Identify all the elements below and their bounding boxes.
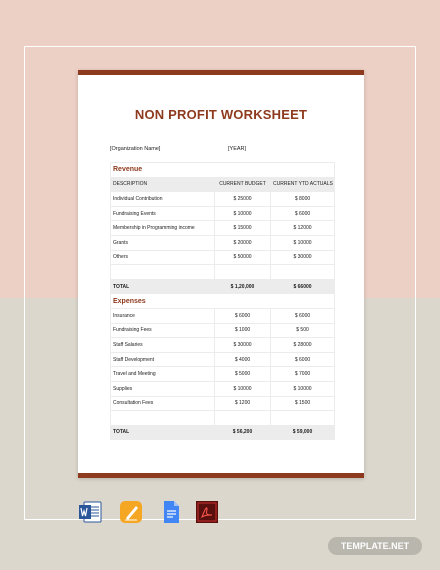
total-actual: $ 59,000: [271, 425, 335, 440]
row-actual: $ 6000: [271, 206, 335, 221]
row-actual: $ 28000: [271, 338, 335, 353]
total-actual: $ 66000: [271, 279, 335, 294]
revenue-row: [111, 250, 335, 265]
row-budget: $ 15000: [215, 221, 271, 236]
expense-row: [111, 381, 335, 396]
year-field: [YEAR]: [228, 146, 247, 152]
row-budget: $ 20000: [215, 235, 271, 250]
revenue-row: [111, 192, 335, 207]
row-budget: $ 1200: [215, 396, 271, 411]
header-bar: [78, 70, 364, 75]
column-header: CURRENT BUDGET: [215, 177, 271, 192]
column-header: CURRENT YTD ACTUALS: [271, 177, 335, 192]
row-budget: $ 30000: [215, 338, 271, 353]
row-description: Individual Contribution: [111, 192, 215, 207]
expense-row: [111, 352, 335, 367]
blank-row: [111, 411, 335, 426]
total-label: TOTAL: [111, 279, 215, 294]
revenue-heading: Revenue: [111, 163, 335, 178]
row-description: Staff Salaries: [111, 338, 215, 353]
word-icon[interactable]: [78, 500, 102, 524]
row-actual: $ 500: [271, 323, 335, 338]
total-label: TOTAL: [111, 425, 215, 440]
expenses-section-row: [111, 294, 335, 309]
row-actual: $ 12000: [271, 221, 335, 236]
row-actual: $ 6000: [271, 352, 335, 367]
row-description: Insurance: [111, 308, 215, 323]
row-budget: $ 1000: [215, 323, 271, 338]
pdf-icon[interactable]: [195, 500, 219, 524]
row-budget: $ 5000: [215, 367, 271, 382]
row-description: Supplies: [111, 381, 215, 396]
expenses-total-row: [111, 425, 335, 440]
footer-bar: [78, 473, 364, 478]
worksheet-table: [110, 162, 335, 440]
row-actual: $ 10000: [271, 381, 335, 396]
worksheet-preview: [78, 70, 364, 478]
row-description: Staff Development: [111, 352, 215, 367]
row-actual: $ 1500: [271, 396, 335, 411]
row-description: Fundraising Fees: [111, 323, 215, 338]
row-description: Consultation Fees: [111, 396, 215, 411]
revenue-section-row: [111, 163, 335, 178]
row-actual: $ 30000: [271, 250, 335, 265]
row-description: Membership in Programming income: [111, 221, 215, 236]
row-actual: $ 8000: [271, 192, 335, 207]
row-budget: $ 4000: [215, 352, 271, 367]
pages-icon[interactable]: [119, 500, 143, 524]
row-budget: $ 50000: [215, 250, 271, 265]
row-actual: $ 6000: [271, 308, 335, 323]
row-description: Grants: [111, 235, 215, 250]
expense-row: [111, 308, 335, 323]
expense-row: [111, 396, 335, 411]
revenue-row: [111, 221, 335, 236]
revenue-row: [111, 235, 335, 250]
row-description: Others: [111, 250, 215, 265]
document-title: NON PROFIT WORKSHEET: [134, 107, 308, 122]
total-budget: $ 1,20,000: [215, 279, 271, 294]
column-header: DESCRIPTION: [111, 177, 215, 192]
row-budget: $ 6000: [215, 308, 271, 323]
row-actual: $ 7000: [271, 367, 335, 382]
expense-row: [111, 338, 335, 353]
expenses-heading: Expenses: [111, 294, 335, 309]
row-actual: $ 10000: [271, 235, 335, 250]
expense-row: [111, 367, 335, 382]
row-budget: $ 10000: [215, 381, 271, 396]
watermark-badge: TEMPLATE.NET: [328, 537, 422, 555]
blank-row: [111, 265, 335, 280]
google-docs-icon[interactable]: [159, 500, 183, 524]
expense-row: [111, 323, 335, 338]
organization-name: [Organization Name]: [110, 146, 161, 152]
row-budget: $ 25000: [215, 192, 271, 207]
total-budget: $ 56,200: [215, 425, 271, 440]
revenue-total-row: [111, 279, 335, 294]
row-description: Fundraising Events: [111, 206, 215, 221]
column-header-row: [111, 177, 335, 192]
row-budget: $ 10000: [215, 206, 271, 221]
row-description: Travel and Meeting: [111, 367, 215, 382]
revenue-row: [111, 206, 335, 221]
